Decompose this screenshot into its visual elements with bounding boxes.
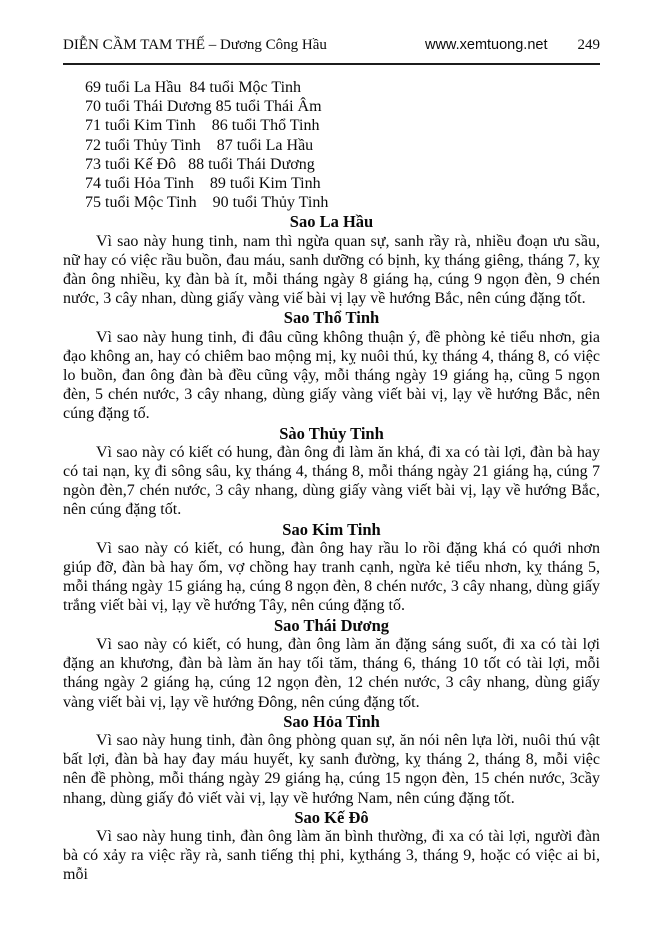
- age-list-row: 69 tuổi La Hầu 84 tuổi Mộc Tinh: [85, 79, 302, 96]
- section-heading: Sao La Hầu: [289, 212, 374, 232]
- age-list-row: 73 tuổi Kế Đô 88 tuổi Thái Dương: [85, 155, 315, 173]
- section-sao-thuy-tinh: [63, 424, 600, 520]
- age-list-row: 70 tuổi Thái Dương 85 tuổi Thái Âm: [85, 98, 322, 116]
- section-sao-thai-duong: [63, 616, 600, 712]
- age-list-row: 74 tuổi Hỏa Tinh 89 tuổi Kim Tinh: [85, 175, 321, 193]
- section-paragraph: Vì sao này hung tinh, đàn ông phòng quan sự, ăn nói nên lựa lời, nuôi thú vật bất lợi, đàn bà hay đay máu huyết, kỵ sanh đường, kỵ tháng 2, tháng 8, mỗi việc nên đề phòng, mỗi tháng ngày 29 giáng hạ, cúng 15 ngọn đèn, 15 chén nước, 3cầy nhang, dùng giấy đỏ viết vài vị, lạy về hướng Nam, nên cúng đặng tốt.: [63, 731, 600, 807]
- website-url: www.xemtuong.net: [424, 37, 548, 53]
- header-right-group: [425, 36, 600, 54]
- section-sao-hoa-tinh: [63, 712, 600, 808]
- age-list-row: 72 tuổi Thủy Tinh 87 tuổi La Hầu: [85, 136, 314, 154]
- section-heading: Sao Kế Đô: [294, 807, 369, 827]
- age-list-row: 75 tuổi Mộc Tinh 90 tuổi Thủy Tinh: [85, 194, 329, 212]
- age-star-list: [85, 78, 600, 212]
- section-paragraph: Vì sao này hung tinh, nam thì ngừa quan sự, sanh rầy rà, nhiều đoạn ưu sầu, nữ hay có việc rầu buồn, đau máu, sanh dưỡng có bịnh, kỵ tháng giêng, tháng 7, kỵ đàn ông nhiều, kỵ đàn bà ít, mỗi tháng ngày 8 giáng hạ, cúng 9 ngọn đèn, 9 chén nước, 3 cây nhan, dùng giấy vàng viế bài vị lạy về hướng Bắc, nên cúng đặng tốt.: [63, 232, 600, 308]
- section-heading: Sào Thủy Tinh: [279, 423, 384, 443]
- book-title: DIỄN CẦM TAM THẾ – Dương Công Hầu: [63, 37, 327, 53]
- section-paragraph: Vì sao này có kiết, có hung, đàn ông làm ăn đặng sáng suốt, đi xa có tài lợi đặng an khương, đàn bà làm ăn hay tối tăm, tháng 6, tháng 10 tốt có tài lợi, mỗi tháng ngày 2 giáng hạ, cúng 12 ngọn đèn, 12 chén nước, 3 cây nhang, dùng giấy vàng viết bài vị, lạy về hướng Đông, nên cúng đặng tốt.: [63, 635, 600, 711]
- section-heading: Sao Hỏa Tinh: [283, 711, 380, 731]
- section-paragraph: Vì sao này có kiết có hung, đàn ông đi làm ăn khá, đi xa có tài lợi, đàn bà hay có tai nạn, kỵ đi sông sâu, kỵ tháng 4, tháng 8, mỗi tháng ngày 21 giáng hạ, cúng 7 ngòn đèn,7 chén nước, 3 cây nhang, dùng giấy vàng viết bài vị, lạy về hướng Bắc, nên cúng đặng tốt.: [63, 443, 600, 519]
- page-number: 249: [577, 37, 600, 53]
- section-paragraph: Vì sao này hung tinh, đi đâu cũng không thuận ý, đề phòng kẻ tiểu nhơn, gia đạo không an, hay có chiêm bao mộng mị, kỵ nuôi thú, kỵ tháng 4, tháng 8, có việc lo buồn, đan ông đàn bà đều cũng vậy, mỗi tháng ngày 19 giáng hạ, cũng 5 ngọn đèn, 5 chén nước, 3 cây nhang, dùng giấy vàng viết bài vị, lạy về hướng Bắc, nên cúng đặng tố.: [63, 328, 600, 423]
- section-sao-tho-tinh: [63, 308, 600, 423]
- section-heading: Sao Thái Dương: [273, 615, 390, 635]
- section-sao-la-hau: [63, 212, 600, 308]
- age-list-row: 71 tuổi Kim Tinh 86 tuổi Thổ Tinh: [85, 117, 320, 135]
- section-paragraph: Vì sao này hung tinh, đàn ông làm ăn bình thường, đi xa có tài lợi, người đàn bà có xảy ra việc rầy rà, sanh tiếng thị phi, kỵtháng 3, tháng 9, hoặc có việc ai bi, mỗi: [63, 827, 600, 884]
- section-paragraph: Vì sao này có kiết, có hung, đàn ông hay rầu lo rồi đặng khá có quới nhơn giúp đỡ, đàn bà hay ốm, vợ chồng hay tranh cạnh, ngừa kẻ tiểu nhơn, kỵ tháng 5, mỗi tháng ngày 15 giáng hạ, cúng 8 ngọn đèn, 8 chén nước, 3 cây nhang, dùng giấy trắng viết bài vị, lạy về hướng Tây, nên cúng đặng tố.: [63, 539, 600, 615]
- section-sao-ke-do: [63, 808, 600, 885]
- section-sao-kim-tinh: [63, 520, 600, 616]
- page-header: [63, 36, 600, 65]
- section-heading: Sao Thổ Tinh: [283, 308, 380, 328]
- section-heading: Sao Kim Tinh: [282, 519, 381, 539]
